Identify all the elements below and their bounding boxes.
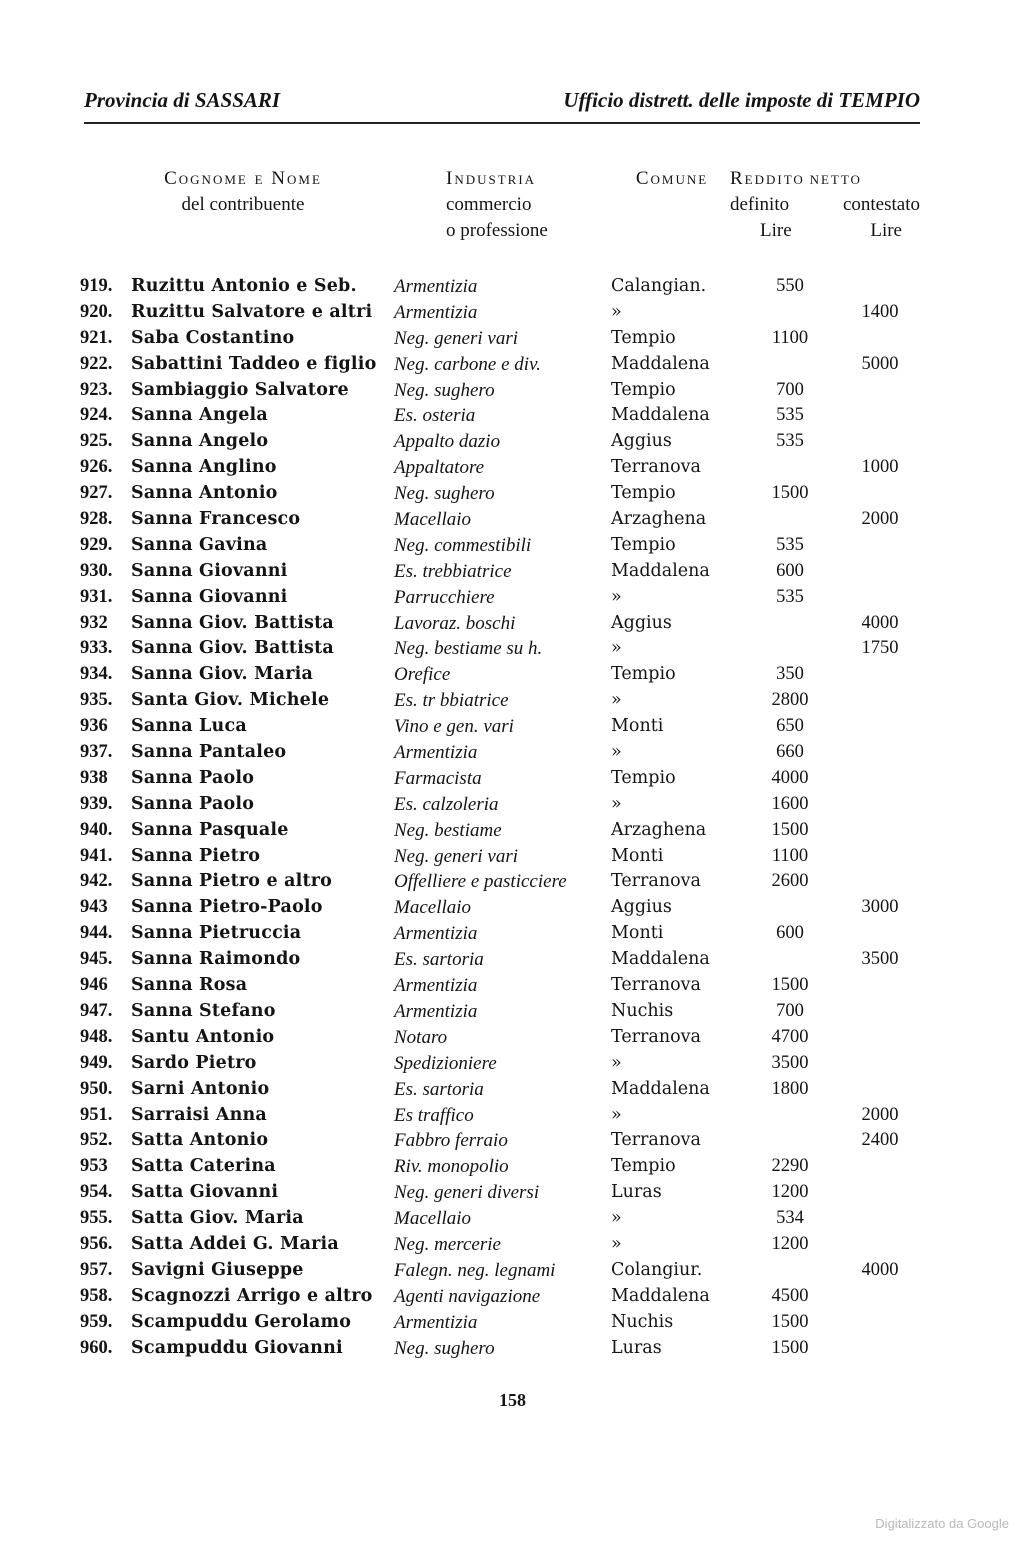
comune: Maddalena: [611, 1078, 710, 1099]
entry-number: 959.: [80, 1311, 113, 1332]
comune: »: [611, 638, 622, 659]
table-row: [80, 869, 930, 895]
digitization-watermark: Digitalizzato da Google: [875, 1516, 1009, 1531]
reddito-contestato: 2000: [861, 509, 899, 530]
column-header-reddito: [730, 166, 920, 244]
entry-number: 951.: [80, 1104, 113, 1125]
entry-number: 955.: [80, 1208, 113, 1229]
entry-number: 948.: [80, 1026, 113, 1047]
table-row: [80, 507, 930, 533]
taxpayer-name: Sanna Giovanni: [131, 586, 288, 607]
entry-number: 941.: [80, 845, 113, 866]
industry: Orefice: [394, 664, 451, 686]
comune: Maddalena: [611, 1285, 710, 1306]
reddito-definito: 4000: [771, 767, 809, 788]
comune: »: [611, 586, 622, 607]
entry-number: 930.: [80, 560, 113, 581]
entry-number: 921.: [80, 327, 113, 348]
table-row: [80, 818, 930, 844]
reddito-contestato: 1000: [861, 457, 899, 478]
taxpayer-name: Satta Addei G. Maria: [131, 1233, 339, 1254]
comune: Nuchis: [611, 1311, 674, 1332]
industry: Neg. carbone e div.: [394, 353, 541, 375]
comune: Luras: [611, 1337, 662, 1358]
table-row: [80, 636, 930, 662]
reddito-definito: 1500: [771, 1337, 809, 1358]
entry-number: 954.: [80, 1182, 113, 1203]
industry: Armentizia: [394, 975, 478, 997]
industry: Notaro: [394, 1026, 448, 1048]
column-header-name: [128, 166, 358, 218]
industry: Macellaio: [394, 1208, 472, 1230]
taxpayer-name: Sanna Pietruccia: [131, 923, 302, 944]
taxpayer-name: Sanna Antonio: [131, 483, 278, 504]
column-header-netto-label: netto: [809, 168, 862, 189]
industry: Es. sartoria: [394, 1078, 484, 1100]
header-office: Ufficio distrett. delle imposte di TEMPIO: [563, 88, 920, 112]
table-row: [80, 921, 930, 947]
taxpayer-name: Sanna Anglino: [131, 457, 277, 478]
comune: Arzaghena: [611, 509, 707, 530]
table-row: [80, 481, 930, 507]
industry: Riv. monopolio: [394, 1156, 509, 1178]
column-header-comune-label: Comune: [635, 168, 709, 189]
taxpayer-name: Scagnozzi Arrigo e altro: [131, 1285, 373, 1306]
entry-number: 947.: [80, 1000, 113, 1021]
reddito-definito: 600: [776, 560, 804, 581]
running-head: [84, 86, 920, 124]
table-row: [80, 1284, 930, 1310]
table-row: [80, 1336, 930, 1362]
table-row: [80, 300, 930, 326]
comune: Colangiur.: [611, 1259, 703, 1280]
industry: Vino e gen. vari: [394, 716, 514, 738]
column-header-industry-line3: o professione: [446, 220, 548, 241]
entry-number: 935.: [80, 690, 113, 711]
column-header-industry-line2: commercio: [446, 194, 532, 215]
entry-number: 927.: [80, 483, 113, 504]
reddito-definito: 1500: [771, 819, 809, 840]
column-header-contestato: contestato: [842, 194, 920, 215]
comune: Monti: [611, 923, 664, 944]
comune: Aggius: [611, 612, 672, 633]
page-number: 158: [499, 1390, 526, 1410]
reddito-definito: 2600: [771, 871, 809, 892]
table-row: [80, 1180, 930, 1206]
taxpayer-name: Sanna Pietro: [131, 845, 261, 866]
reddito-definito: 535: [776, 431, 804, 452]
table-row: [80, 1232, 930, 1258]
reddito-definito: 534: [776, 1208, 804, 1229]
taxpayer-name: Sanna Giov. Maria: [131, 664, 314, 685]
table-row: [80, 611, 930, 637]
comune: Tempio: [611, 767, 676, 788]
entry-number: 928.: [80, 509, 113, 530]
taxpayer-name: Sanna Stefano: [131, 1000, 276, 1021]
reddito-definito: 1500: [771, 1311, 809, 1332]
industry: Neg. generi vari: [394, 327, 519, 349]
column-header-industry-line1: Industria: [446, 168, 537, 189]
taxpayer-name: Ruzittu Antonio e Seb.: [131, 276, 357, 296]
reddito-definito: 600: [776, 923, 804, 944]
industry: Neg. generi diversi: [394, 1182, 540, 1204]
reddito-definito: 1100: [771, 845, 809, 866]
industry: Farmacista: [394, 767, 482, 789]
taxpayer-name: Sabattini Taddeo e figlio: [131, 353, 377, 374]
reddito-contestato: 1750: [861, 638, 899, 659]
comune: Maddalena: [611, 405, 710, 426]
entry-number: 938: [80, 767, 108, 788]
taxpayer-name: Satta Giov. Maria: [131, 1208, 304, 1229]
table-row: [80, 1103, 930, 1129]
reddito-contestato: 2000: [861, 1104, 899, 1125]
industry: Es. sartoria: [394, 949, 484, 971]
entry-number: 940.: [80, 819, 113, 840]
taxpayer-name: Sanna Giov. Battista: [131, 638, 334, 659]
entry-number: 923.: [80, 379, 113, 400]
table-row: [80, 895, 930, 921]
industry: Es. tr bbiatrice: [394, 690, 509, 712]
comune: Terranova: [611, 1026, 701, 1047]
reddito-definito: 535: [776, 534, 804, 555]
industry: Lavoraz. boschi: [394, 612, 516, 634]
taxpayer-name: Sanna Luca: [131, 716, 247, 737]
comune: Luras: [611, 1182, 662, 1203]
industry: Neg. sughero: [394, 483, 495, 505]
column-header-name-line1: Cognome e Nome: [164, 168, 322, 189]
column-header-definito: definito: [730, 194, 790, 215]
entry-number: 950.: [80, 1078, 113, 1099]
table-row: [80, 559, 930, 585]
table-row: [80, 378, 930, 404]
table-row: [80, 585, 930, 611]
taxpayer-name: Santu Antonio: [131, 1026, 275, 1047]
reddito-definito: 535: [776, 586, 804, 607]
table-row: [80, 352, 930, 378]
industry: Neg. bestiame su h.: [394, 638, 543, 660]
table-row: [80, 999, 930, 1025]
table-row: [80, 714, 930, 740]
comune: Terranova: [611, 871, 701, 892]
taxpayer-name: Santa Giov. Michele: [131, 690, 330, 711]
table-row: [80, 533, 930, 559]
industry: Falegn. neg. legnami: [394, 1259, 556, 1281]
entry-number: 920.: [80, 301, 113, 322]
comune: Tempio: [611, 483, 676, 504]
taxpayer-name: Sanna Paolo: [131, 767, 255, 788]
entry-number: 945.: [80, 949, 113, 970]
comune: »: [611, 690, 622, 711]
taxpayer-name: Sanna Paolo: [131, 793, 255, 814]
reddito-contestato: 1400: [861, 301, 899, 322]
entry-number: 932: [80, 612, 108, 633]
entry-number: 952.: [80, 1130, 113, 1151]
industry: Parrucchiere: [394, 586, 495, 608]
entry-number: 937.: [80, 742, 113, 763]
reddito-definito: 1500: [771, 483, 809, 504]
entry-number: 943: [80, 897, 108, 918]
table-row: [80, 403, 930, 429]
reddito-definito: 4700: [771, 1026, 809, 1047]
industry: Armentizia: [394, 1311, 478, 1333]
entry-number: 934.: [80, 664, 113, 685]
entry-number: 960.: [80, 1337, 113, 1358]
reddito-definito: 1600: [771, 793, 809, 814]
comune: Monti: [611, 845, 664, 866]
taxpayer-name: Sambiaggio Salvatore: [131, 379, 349, 400]
taxpayer-name: Sanna Giovanni: [131, 560, 288, 581]
table-row: [80, 1051, 930, 1077]
table-row: [80, 844, 930, 870]
comune: Terranova: [611, 975, 701, 996]
reddito-definito: 350: [776, 664, 804, 685]
entry-number: 936: [80, 716, 108, 737]
comune: Terranova: [611, 1130, 701, 1151]
taxpayer-name: Saba Costantino: [131, 327, 295, 348]
reddito-definito: 1200: [771, 1182, 809, 1203]
reddito-definito: 4500: [771, 1285, 809, 1306]
comune: Maddalena: [611, 560, 710, 581]
comune: »: [611, 1052, 622, 1073]
comune: Arzaghena: [611, 819, 707, 840]
taxpayer-name: Satta Caterina: [131, 1156, 276, 1177]
reddito-contestato: 3500: [861, 949, 899, 970]
reddito-definito: 3500: [771, 1052, 809, 1073]
table-row: [80, 1310, 930, 1336]
taxpayer-name: Sanna Pietro e altro: [131, 871, 333, 892]
table-row: [80, 740, 930, 766]
entry-number: 929.: [80, 534, 113, 555]
industry: Armentizia: [394, 301, 478, 323]
industry: Es traffico: [394, 1104, 474, 1126]
entry-number: 949.: [80, 1052, 113, 1073]
table-row: [80, 326, 930, 352]
taxpayer-name: Sanna Raimondo: [131, 949, 301, 970]
comune: Nuchis: [611, 1000, 674, 1021]
taxpayer-name: Savigni Giuseppe: [131, 1259, 304, 1280]
entry-number: 919.: [80, 276, 113, 296]
taxpayer-name: Sanna Gavina: [131, 534, 268, 555]
industry: Neg. mercerie: [394, 1233, 501, 1255]
industry: Armentizia: [394, 276, 478, 297]
entry-number: 924.: [80, 405, 113, 426]
entry-number: 926.: [80, 457, 113, 478]
taxpayer-name: Satta Giovanni: [131, 1182, 279, 1203]
entry-number: 957.: [80, 1259, 113, 1280]
table-row: [80, 1025, 930, 1051]
industry: Spedizioniere: [394, 1052, 497, 1074]
comune: Tempio: [611, 327, 676, 348]
column-header-industry: [420, 166, 595, 244]
reddito-definito: 700: [776, 379, 804, 400]
industry: Armentizia: [394, 923, 478, 945]
comune: »: [611, 1233, 622, 1254]
reddito-contestato: 5000: [861, 353, 899, 374]
taxpayer-name: Sanna Francesco: [131, 509, 301, 530]
taxpayer-list: [80, 274, 930, 1361]
table-row: [80, 429, 930, 455]
industry: Es. osteria: [394, 405, 476, 427]
column-header-reddito-label: Reddito: [730, 168, 805, 189]
reddito-definito: 550: [776, 276, 804, 296]
reddito-contestato: 4000: [861, 1259, 899, 1280]
table-row: [80, 1258, 930, 1284]
industry: Agenti navigazione: [394, 1285, 541, 1307]
table-row: [80, 662, 930, 688]
taxpayer-name: Sarni Antonio: [131, 1078, 270, 1099]
table-row: [80, 1154, 930, 1180]
reddito-contestato: 2400: [861, 1130, 899, 1151]
reddito-definito: 2290: [771, 1156, 809, 1177]
industry: Es. trebbiatrice: [394, 560, 512, 582]
comune: Aggius: [611, 897, 672, 918]
entry-number: 925.: [80, 431, 113, 452]
taxpayer-name: Satta Antonio: [131, 1130, 269, 1151]
comune: »: [611, 301, 622, 322]
table-row: [80, 455, 930, 481]
column-header-lire-definito: Lire: [760, 220, 792, 241]
entry-number: 942.: [80, 871, 113, 892]
industry: Armentizia: [394, 742, 478, 764]
taxpayer-name: Sarraisi Anna: [131, 1104, 267, 1125]
reddito-definito: 700: [776, 1000, 804, 1021]
column-header-lire-contestato: Lire: [870, 220, 902, 241]
taxpayer-name: Ruzittu Salvatore e altri: [131, 301, 373, 322]
table-row: [80, 1128, 930, 1154]
taxpayer-name: Scampuddu Gerolamo: [131, 1311, 352, 1332]
reddito-definito: 1500: [771, 975, 809, 996]
industry: Neg. bestiame: [394, 819, 502, 841]
table-row: [80, 947, 930, 973]
taxpayer-name: Sanna Pietro-Paolo: [131, 897, 323, 918]
taxpayer-name: Sanna Giov. Battista: [131, 612, 334, 633]
reddito-definito: 2800: [771, 690, 809, 711]
entry-number: 922.: [80, 353, 113, 374]
industry: Neg. sughero: [394, 1337, 495, 1359]
reddito-definito: 1200: [771, 1233, 809, 1254]
industry: Es. calzoleria: [394, 793, 499, 815]
column-header-name-line2: del contribuente: [181, 194, 305, 215]
table-row: [80, 1206, 930, 1232]
comune: »: [611, 1208, 622, 1229]
entry-number: 939.: [80, 793, 113, 814]
industry: Neg. generi vari: [394, 845, 519, 867]
industry: Appaltatore: [394, 457, 485, 479]
header-province: Provincia di SASSARI: [84, 88, 281, 112]
entry-number: 958.: [80, 1285, 113, 1306]
reddito-definito: 660: [776, 742, 804, 763]
comune: Calangian.: [611, 276, 707, 296]
comune: Tempio: [611, 534, 676, 555]
reddito-definito: 1100: [771, 327, 809, 348]
taxpayer-name: Sanna Pantaleo: [131, 742, 287, 763]
entry-number: 933.: [80, 638, 113, 659]
comune: »: [611, 1104, 622, 1125]
entry-number: 956.: [80, 1233, 113, 1254]
table-row: [80, 766, 930, 792]
comune: »: [611, 742, 622, 763]
taxpayer-name: Sardo Pietro: [131, 1052, 257, 1073]
column-header-comune: [612, 166, 732, 192]
comune: Maddalena: [611, 949, 710, 970]
comune: »: [611, 793, 622, 814]
industry: Fabbro ferraio: [394, 1130, 508, 1152]
table-row: [80, 1077, 930, 1103]
table-row: [80, 274, 930, 300]
entry-number: 944.: [80, 923, 113, 944]
industry: Neg. commestibili: [394, 534, 532, 556]
entry-number: 931.: [80, 586, 113, 607]
reddito-contestato: 3000: [861, 897, 899, 918]
industry: Macellaio: [394, 509, 472, 531]
taxpayer-name: Scampuddu Giovanni: [131, 1337, 343, 1358]
comune: Terranova: [611, 457, 701, 478]
comune: Tempio: [611, 664, 676, 685]
comune: Maddalena: [611, 353, 710, 374]
reddito-contestato: 4000: [861, 612, 899, 633]
comune: Tempio: [611, 1156, 676, 1177]
industry: Neg. sughero: [394, 379, 495, 401]
reddito-definito: 535: [776, 405, 804, 426]
reddito-definito: 1800: [771, 1078, 809, 1099]
table-row: [80, 688, 930, 714]
taxpayer-name: Sanna Angela: [131, 405, 268, 426]
entry-number: 953: [80, 1156, 108, 1177]
comune: Monti: [611, 716, 664, 737]
taxpayer-name: Sanna Rosa: [131, 975, 248, 996]
entry-number: 946: [80, 975, 108, 996]
industry: Macellaio: [394, 897, 472, 919]
taxpayer-name: Sanna Pasquale: [131, 819, 289, 840]
industry: Offelliere e pasticciere: [394, 871, 567, 893]
comune: Tempio: [611, 379, 676, 400]
industry: Appalto dazio: [394, 431, 501, 453]
table-row: [80, 973, 930, 999]
industry: Armentizia: [394, 1000, 478, 1022]
reddito-definito: 650: [776, 716, 804, 737]
taxpayer-name: Sanna Angelo: [131, 431, 269, 452]
comune: Aggius: [611, 431, 672, 452]
table-row: [80, 792, 930, 818]
